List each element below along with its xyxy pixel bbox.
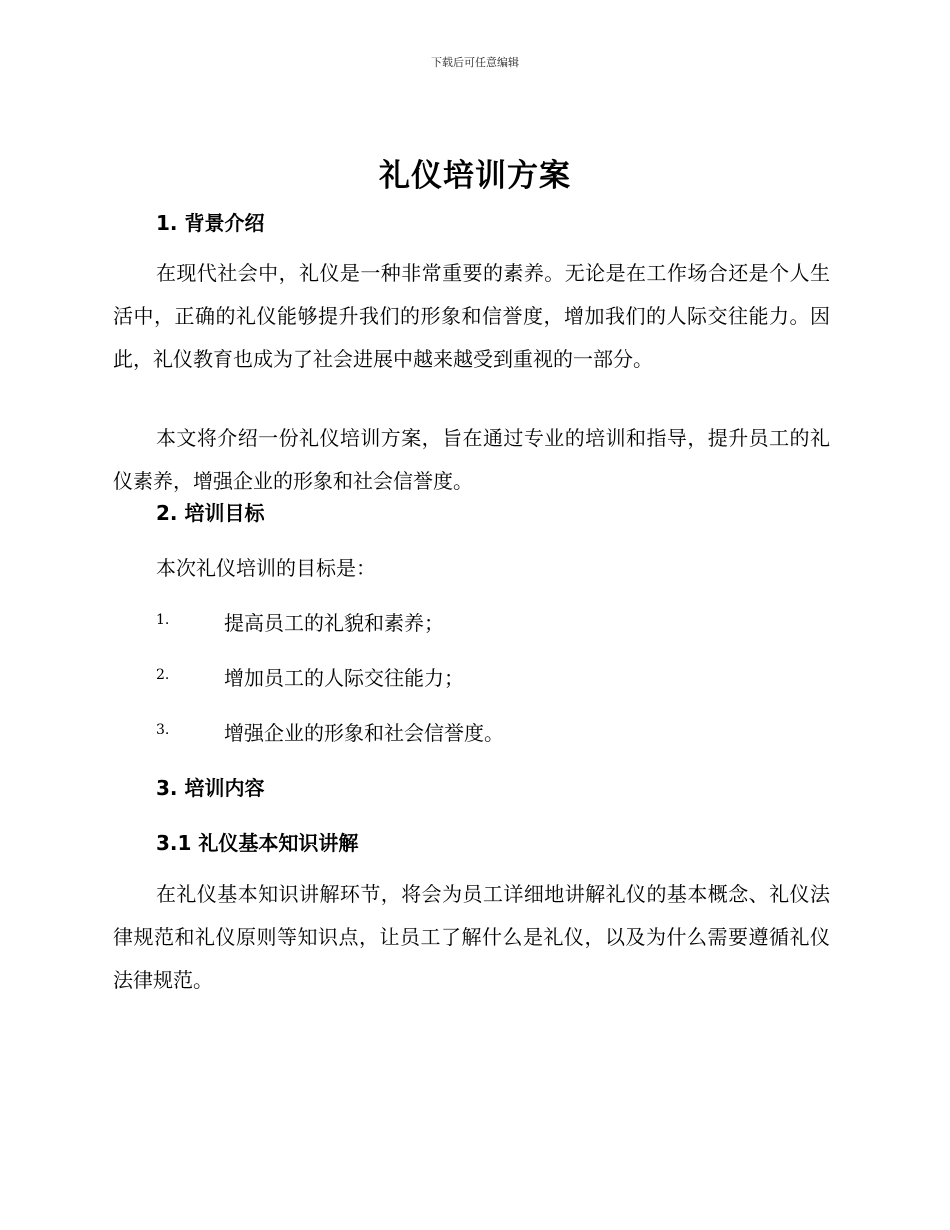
header-note: 下载后可任意编辑	[431, 56, 519, 69]
section-heading-content: 3. 培训内容	[156, 776, 265, 800]
background-paragraph-1: 在现代社会中，礼仪是一种非常重要的素养。无论是在工作场合还是个人生活中，正确的礼仪能够提升我们的形象和信誉度，增加我们的人际交往能力。因此，礼仪教育也成为了社会进展中越来越受到重视的一部分。	[113, 261, 830, 371]
list-item-text: 增强企业的形象和社会信誉度。	[224, 721, 504, 745]
list-item	[156, 717, 830, 747]
list-item-number: 2.	[156, 667, 170, 683]
background-paragraph-2: 本文将介绍一份礼仪培训方案，旨在通过专业的培训和指导，提升员工的礼仪素养，增强企业的形象和社会信誉度。	[113, 426, 830, 493]
list-item	[156, 662, 830, 692]
content-paragraph: 在礼仪基本知识讲解环节，将会为员工详细地讲解礼仪的基本概念、礼仪法律规范和礼仪原则等知识点，让员工了解什么是礼仪，以及为什么需要遵循礼仪法律规范。	[113, 882, 830, 992]
list-item	[156, 607, 830, 637]
list-item-text: 增加员工的人际交往能力；	[224, 666, 464, 690]
subsection-heading-basics: 3.1 礼仪基本知识讲解	[156, 831, 359, 855]
list-item-text: 提高员工的礼貌和素养；	[224, 611, 444, 635]
section-heading-background: 1. 背景介绍	[156, 211, 265, 235]
page-title: 礼仪培训方案	[379, 158, 571, 194]
section-heading-goals: 2. 培训目标	[156, 501, 265, 525]
list-item-number: 1.	[156, 612, 170, 628]
list-item-number: 3.	[156, 722, 170, 738]
goals-intro: 本次礼仪培训的目标是：	[156, 556, 376, 580]
